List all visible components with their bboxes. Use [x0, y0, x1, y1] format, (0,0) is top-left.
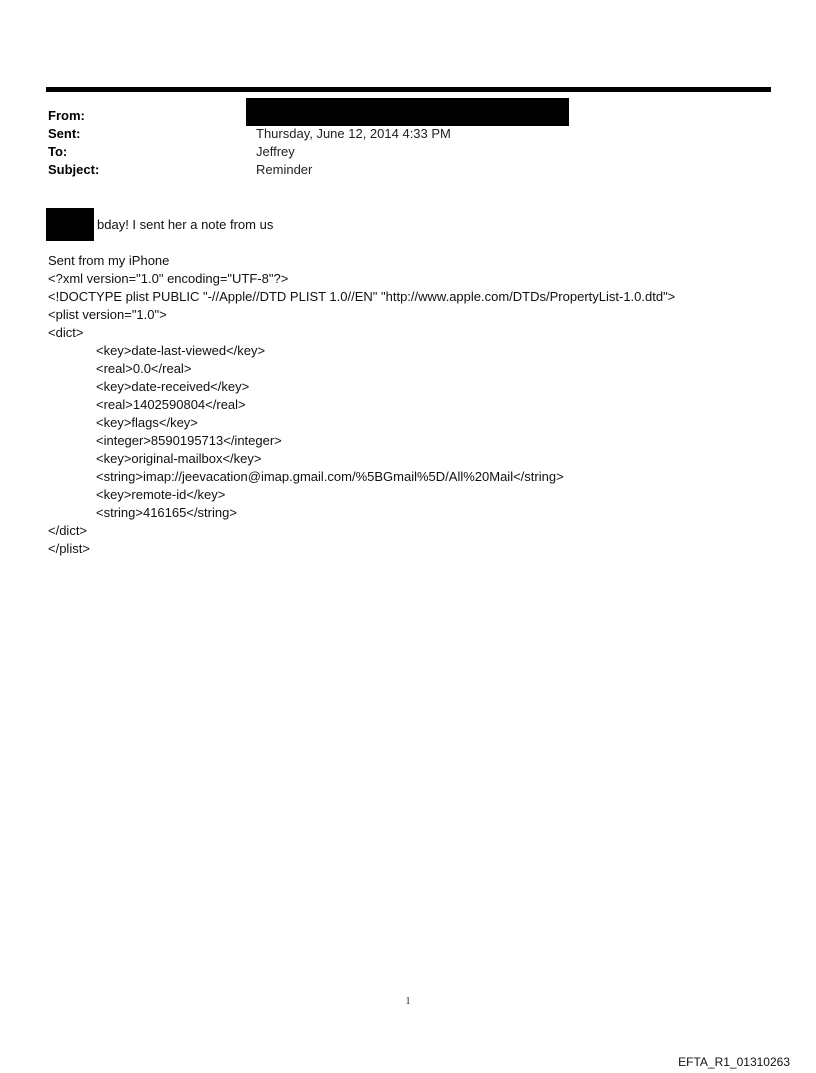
header-rule: [46, 87, 771, 92]
body-line: </plist>: [48, 541, 90, 556]
to-value: Jeffrey: [256, 144, 295, 159]
body-line: <dict>: [48, 325, 84, 340]
to-label: To:: [48, 144, 68, 159]
body-line: <key>original-mailbox</key>: [96, 451, 262, 466]
body-line: <?xml version="1.0" encoding="UTF-8"?>: [48, 271, 289, 286]
subject-label: Subject:: [48, 162, 100, 177]
body-line: <key>date-received</key>: [96, 379, 250, 394]
message-body: [48, 252, 788, 558]
subject-row: [48, 161, 768, 179]
redaction-box-sender: [246, 98, 569, 126]
subject-value: Reminder: [256, 162, 313, 177]
body-line: </dict>: [48, 523, 88, 538]
body-line: <key>date-last-viewed</key>: [96, 343, 266, 358]
body-line: <plist version="1.0">: [48, 307, 167, 322]
body-line: <!DOCTYPE plist PUBLIC "-//Apple//DTD PLIST 1.0//EN" "http://www.apple.com/DTDs/PropertyList-1.0.dtd">: [48, 289, 676, 304]
sent-label: Sent:: [48, 126, 81, 141]
to-row: [48, 143, 768, 161]
body-line: <key>remote-id</key>: [96, 487, 226, 502]
sent-row: [48, 125, 768, 143]
body-line: Sent from my iPhone: [48, 253, 170, 268]
page-number: 1: [405, 996, 411, 1007]
bates-number: EFTA_R1_01310263: [678, 1055, 790, 1069]
redaction-box-name: [46, 208, 94, 241]
sent-value: Thursday, June 12, 2014 4:33 PM: [256, 126, 451, 141]
bday-message: bday! I sent her a note from us: [97, 217, 274, 232]
body-line: <string>imap://jeevacation@imap.gmail.com/%5BGmail%5D/All%20Mail</string>: [96, 469, 564, 484]
body-line: <string>416165</string>: [96, 505, 237, 520]
body-line: <key>flags</key>: [96, 415, 198, 430]
body-line: <real>1402590804</real>: [96, 397, 246, 412]
body-line: <integer>8590195713</integer>: [96, 433, 282, 448]
body-line: <real>0.0</real>: [96, 361, 192, 376]
from-label: From:: [48, 108, 85, 123]
